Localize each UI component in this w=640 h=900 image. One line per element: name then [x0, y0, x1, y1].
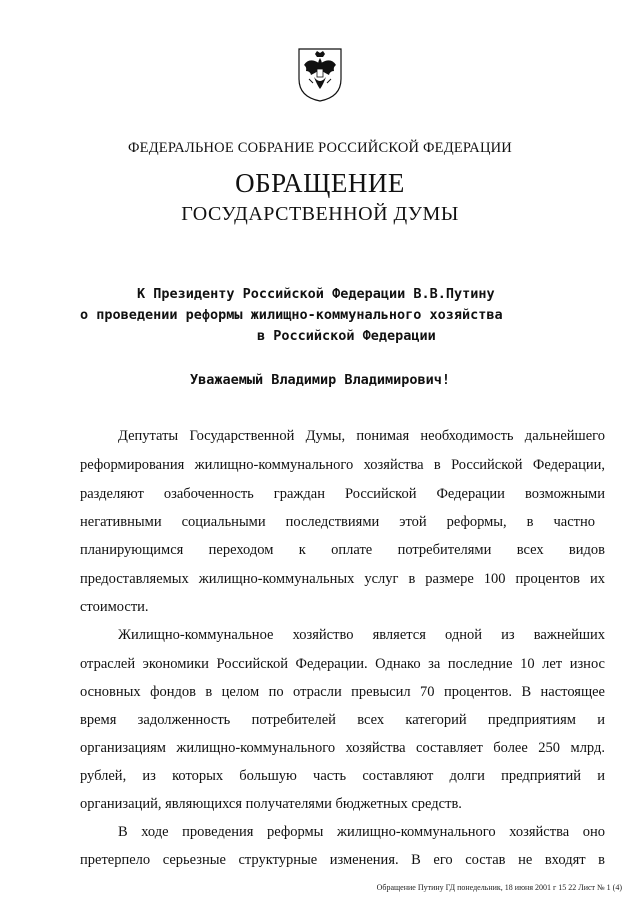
- assembly-heading: ФЕДЕРАЛЬНОЕ СОБРАНИЕ РОССИЙСКОЙ ФЕДЕРАЦИИ: [128, 140, 512, 156]
- body-line: рублей, из которых большую часть составляют долги предприятий и: [80, 768, 605, 784]
- body-line: время задолженность потребителей всех категорий предприятиям и: [80, 712, 605, 728]
- document-title: ОБРАЩЕНИЕ: [235, 168, 405, 198]
- addressee-line-1: К Президенту Российской Федерации В.В.Путину: [137, 286, 495, 302]
- body-line: Жилищно-коммунальное хозяйство является одной из важнейших: [118, 627, 605, 643]
- body-line: Депутаты Государственной Думы, понимая необходимость дальнейшего: [118, 428, 605, 444]
- body-line: организациям жилищно-коммунального хозяйства составляет более 250 млрд.: [80, 740, 605, 756]
- body-line: стоимости.: [80, 599, 149, 615]
- fax-footer: Обращение Путину ГД понедельник, 18 июня 2001 г 15 22 Лист № 1 (4): [376, 883, 622, 892]
- body-line: реформирования жилищно-коммунального хозяйства в Российской Федерации,: [80, 457, 605, 473]
- body-line: претерпело серьезные структурные изменения. В его состав не входят в: [80, 852, 605, 868]
- body-line: В ходе проведения реформы жилищно-коммунального хозяйства оно: [118, 824, 605, 840]
- russian-coat-of-arms-icon: [295, 45, 345, 103]
- salutation: Уважаемый Владимир Владимирович!: [189, 372, 451, 388]
- body-line: организаций, являющихся получателями бюджетных средств.: [80, 796, 462, 812]
- body-line: планирующимся переходом к оплате потребителями всех видов: [80, 542, 605, 558]
- body-line: отраслей экономики Российской Федерации. Однако за последние 10 лет износ: [80, 656, 605, 672]
- body-line: негативными социальными последствиями этой реформы, в частно: [80, 514, 595, 530]
- body-line: основных фондов в целом по отрасли превысил 70 процентов. В настоящее: [80, 684, 605, 700]
- body-line: разделяют озабоченность граждан Российской Федерации возможными: [80, 486, 605, 502]
- document-subtitle: ГОСУДАРСТВЕННОЙ ДУМЫ: [181, 203, 459, 225]
- addressee-line-2: о проведении реформы жилищно-коммунального хозяйства: [80, 307, 503, 323]
- body-line: предоставляемых жилищно-коммунальных услуг в размере 100 процентов их: [80, 571, 605, 587]
- addressee-line-3: в Российской Федерации: [257, 328, 436, 344]
